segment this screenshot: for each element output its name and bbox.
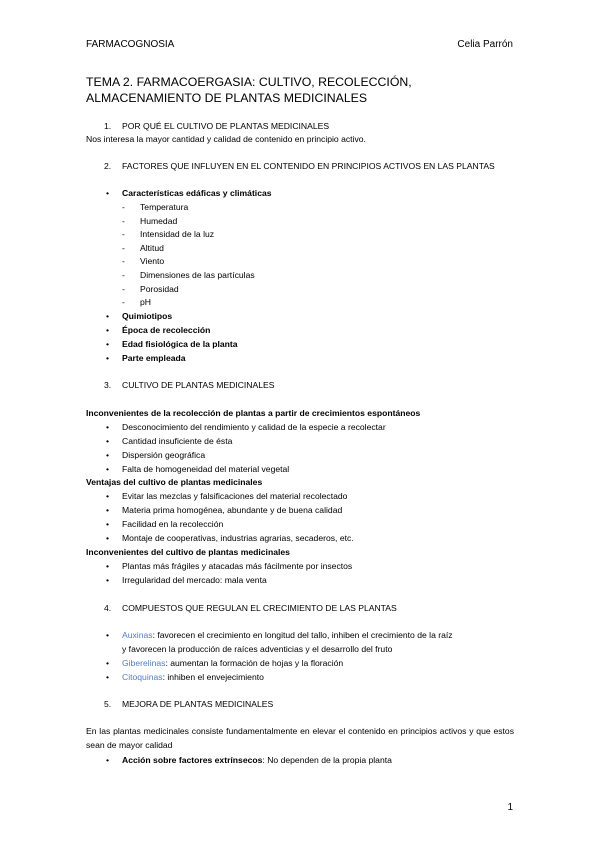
mejora-text: : No dependen de la propia planta: [262, 755, 392, 765]
list-item: Montaje de cooperativas, industrias agrarias, secaderos, etc.: [122, 533, 354, 543]
dash-icon: -: [122, 284, 125, 294]
section-1-number: 1.: [104, 121, 112, 131]
bullet-icon: •: [106, 672, 110, 682]
list-item: Falta de homogeneidad del material vegetal: [122, 464, 290, 474]
bullet-icon: •: [106, 464, 110, 474]
header-left: FARMACOGNOSIA: [86, 39, 175, 50]
giberelinas-text: : aumentan la formación de hojas y la floración: [165, 658, 344, 668]
section-2-number: 2.: [104, 161, 112, 171]
section-5-number: 5.: [104, 699, 112, 709]
bullet-icon: •: [106, 353, 110, 363]
citoquinas-text: : inhiben el envejecimiento: [162, 672, 264, 682]
bullet-icon: •: [106, 519, 110, 529]
bullet-icon: •: [106, 561, 110, 571]
section-2-heading: FACTORES QUE INFLUYEN EN EL CONTENIDO EN PRINCIPIOS ACTIVOS EN LAS PLANTAS: [122, 161, 495, 171]
section-1-text: Nos interesa la mayor cantidad y calidad de contenido en principio activo.: [86, 134, 366, 144]
giberelinas-line: [122, 658, 343, 669]
dash-icon: -: [122, 297, 125, 307]
citoquinas-link[interactable]: Citoquinas: [122, 672, 163, 682]
citoquinas-line: [122, 672, 264, 683]
bullet-icon: •: [106, 575, 110, 585]
list-item: Cantidad insuficiente de ésta: [122, 436, 233, 446]
factor-2: Quimiotipos: [122, 311, 173, 321]
bullet-icon: •: [106, 658, 110, 668]
bullet-icon: •: [106, 755, 110, 765]
list-item: Dispersión geográfica: [122, 450, 206, 460]
section-5-heading: MEJORA DE PLANTAS MEDICINALES: [122, 699, 274, 709]
subheading-3: Inconvenientes del cultivo de plantas medicinales: [86, 547, 290, 557]
factor-4: Edad fisiológica de la planta: [122, 339, 238, 349]
subheading-2: Ventajas del cultivo de plantas medicinales: [86, 477, 263, 487]
bullet-icon: •: [106, 630, 110, 640]
dash-icon: -: [122, 202, 125, 212]
bullet-icon: •: [106, 491, 110, 501]
sub-factor: Altitud: [140, 243, 164, 253]
dash-icon: -: [122, 270, 125, 280]
sub-factor: Temperatura: [140, 202, 189, 212]
list-item: Evitar las mezclas y falsificaciones del material recolectado: [122, 491, 348, 501]
section-4-heading: COMPUESTOS QUE REGULAN EL CRECIMIENTO DE LAS PLANTAS: [122, 603, 397, 613]
dash-icon: -: [122, 216, 125, 226]
document-title: TEMA 2. FARMACOERGASIA: CULTIVO, RECOLECCIÓN, ALMACENAMIENTO DE PLANTAS MEDICINALES: [86, 75, 412, 105]
giberelinas-link[interactable]: Giberelinas: [122, 658, 166, 668]
bullet-icon: •: [106, 311, 110, 321]
section-5-paragraph: En las plantas medicinales consiste fundamentalmente en elevar el contenido en principios activos y que estos sean de mayor calidad: [86, 726, 514, 750]
bullet-icon: •: [106, 533, 110, 543]
dash-icon: -: [122, 229, 125, 239]
sub-factor: Dimensiones de las partículas: [140, 270, 255, 280]
factor-1: Características edáficas y climáticas: [122, 188, 272, 198]
sub-factor: Porosidad: [140, 284, 179, 294]
dash-icon: -: [122, 243, 125, 253]
bullet-icon: •: [106, 325, 110, 335]
section-4-number: 4.: [104, 603, 112, 613]
page-number: 1: [507, 802, 513, 813]
section-3-heading: CULTIVO DE PLANTAS MEDICINALES: [122, 380, 275, 390]
bullet-icon: •: [106, 188, 110, 198]
auxinas-link[interactable]: Auxinas: [122, 630, 153, 640]
bullet-icon: •: [106, 339, 110, 349]
bullet-icon: •: [106, 505, 110, 515]
section-1-heading: POR QUÉ EL CULTIVO DE PLANTAS MEDICINALES: [122, 121, 330, 131]
sub-factor: Intensidad de la luz: [140, 229, 215, 239]
bullet-icon: •: [106, 422, 110, 432]
list-item: Irregularidad del mercado: mala venta: [122, 575, 267, 585]
list-item: Desconocimiento del rendimiento y calidad de la especie a recolectar: [122, 422, 386, 432]
sub-factor: pH: [140, 297, 151, 307]
auxinas-line: [122, 630, 453, 641]
list-item: Plantas más frágiles y atacadas más fácilmente por insectos: [122, 561, 353, 571]
mejora-bullet: [122, 755, 392, 766]
bullet-icon: •: [106, 450, 110, 460]
factor-5: Parte empleada: [122, 353, 186, 363]
dash-icon: -: [122, 256, 125, 266]
list-item: Materia prima homogénea, abundante y de buena calidad: [122, 505, 343, 515]
list-item: Facilidad en la recolección: [122, 519, 224, 529]
bullet-icon: •: [106, 436, 110, 446]
factor-3: Época de recolección: [122, 325, 211, 335]
sub-factor: Humedad: [140, 216, 178, 226]
sub-factor: Viento: [140, 256, 165, 266]
mejora-bold: Acción sobre factores extrínsecos: [122, 755, 263, 765]
section-3-number: 3.: [104, 380, 112, 390]
subheading-1: Inconvenientes de la recolección de plantas a partir de crecimientos espontáneos: [86, 408, 421, 418]
auxinas-continuation: y favorecen la producción de raíces adventicias y el desarrollo del fruto: [122, 644, 393, 654]
header-right: Celia Parrón: [457, 39, 513, 50]
auxinas-text: : favorecen el crecimiento en longitud del tallo, inhiben el crecimiento de la raíz: [152, 630, 453, 640]
